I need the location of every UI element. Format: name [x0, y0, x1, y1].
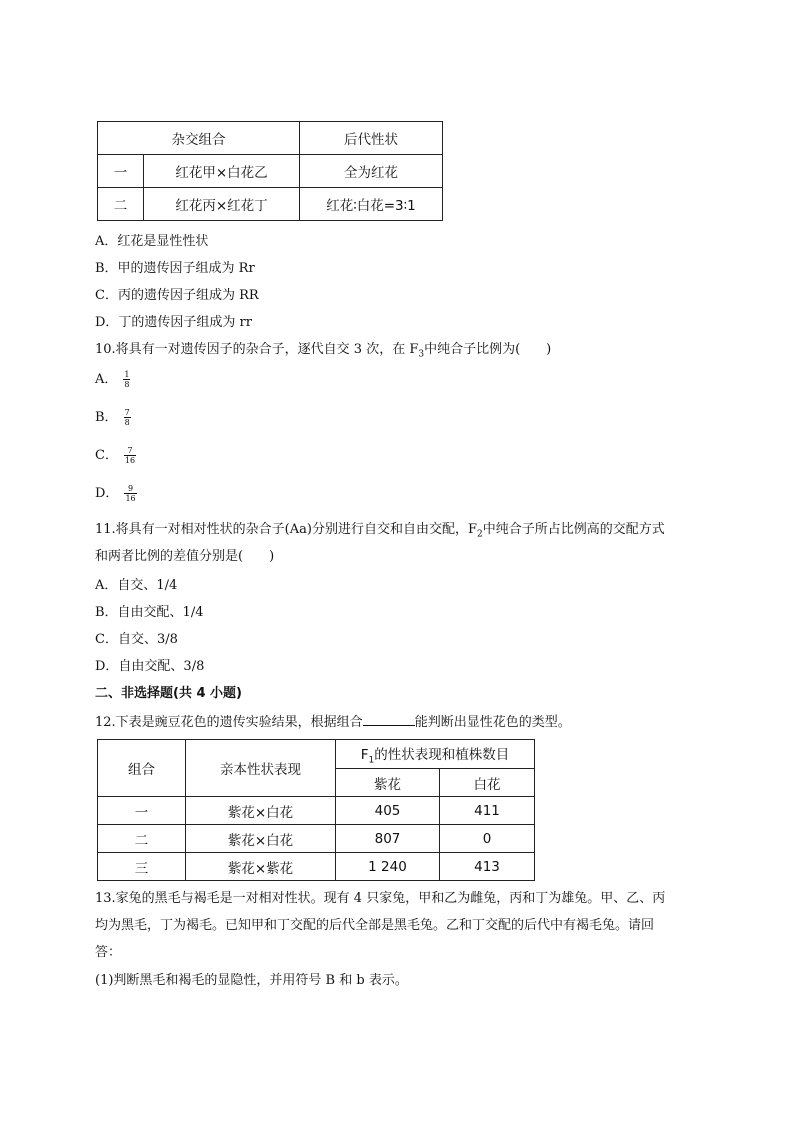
- table-header-white: 白花: [440, 769, 535, 797]
- table-cell: 807: [336, 825, 440, 853]
- table-header-f1: [336, 740, 535, 769]
- f1-text-end: 的性状表现和植株数目: [374, 746, 510, 763]
- table-row: [98, 797, 535, 825]
- q11-subscript: 2: [476, 529, 483, 540]
- fraction: [124, 408, 131, 427]
- table-cell: 三: [98, 853, 186, 881]
- q12-text-end: 能判断出显性花色的类型。: [414, 715, 571, 730]
- option-label: A．: [95, 372, 118, 387]
- q13-line4: (1)判断黑毛和褐毛的显隐性，并用符号 B 和 b 表示。: [95, 973, 408, 988]
- fraction-denominator: 16: [124, 456, 136, 465]
- q10-option-d: [95, 484, 137, 503]
- q9-option-c: C．丙的遗传因子组成为 RR: [95, 288, 259, 303]
- table-row: [98, 188, 443, 221]
- table-cell: 一: [98, 155, 144, 188]
- table-row: [98, 853, 535, 881]
- q11-stem-line2: 和两者比例的差值分别是( ): [95, 549, 275, 564]
- q11-option-d: D．自由交配、3/8: [95, 659, 205, 674]
- f1-subscript: 1: [368, 755, 375, 766]
- table-cell: 1 240: [336, 853, 440, 881]
- q13-line3: 答：: [95, 945, 122, 960]
- table-cell: 0: [440, 825, 535, 853]
- table-cell: 405: [336, 797, 440, 825]
- table-header-purple: 紫花: [336, 769, 440, 797]
- fraction-denominator: 16: [125, 494, 136, 503]
- q10-stem-text-end: 中纯合子比例为( ): [424, 342, 552, 357]
- table-row: [98, 155, 443, 188]
- table-cell: 411: [440, 797, 535, 825]
- f1-text: F: [360, 746, 369, 763]
- q9-option-a: A．红花是显性性状: [95, 234, 209, 249]
- table-header-parents: 亲本性状表现: [186, 740, 336, 797]
- q11-text-end: 中纯合子所占比例高的交配方式: [482, 522, 665, 537]
- q10-stem-text: 10.将具有一对遗传因子的杂合子，逐代自交 3 次，在 F: [95, 342, 419, 357]
- q11-option-c: C．自交、3/8: [95, 632, 178, 647]
- q10-option-a: [95, 370, 130, 389]
- table-row: [98, 825, 535, 853]
- table-cell: 红花甲×白花乙: [144, 155, 300, 188]
- q10-option-b: [95, 408, 131, 427]
- q12-stem: [95, 711, 571, 733]
- fraction-denominator: 8: [124, 418, 130, 427]
- fraction-numerator: 9: [124, 484, 136, 494]
- fraction-numerator: 1: [124, 370, 130, 379]
- q9-option-b: B．甲的遗传因子组成为 Rr: [95, 261, 255, 276]
- table-cell: 二: [98, 188, 144, 221]
- answer-blank[interactable]: [363, 711, 415, 726]
- fraction: [124, 446, 136, 465]
- option-label: C．: [95, 448, 118, 463]
- fraction-numerator: 7: [124, 446, 136, 456]
- fraction-numerator: 7: [124, 408, 130, 417]
- table-cell: 二: [98, 825, 186, 853]
- table-cell: 紫花×白花: [186, 825, 336, 853]
- pea-flower-table: [97, 739, 535, 881]
- table-cell: 全为红花: [300, 155, 443, 188]
- fraction-denominator: 8: [124, 380, 130, 389]
- section-title: 二、非选择题(共 4 小题): [95, 686, 242, 701]
- table-cell: 一: [98, 797, 186, 825]
- q10-option-c: [95, 446, 136, 465]
- q12-text: 12.下表是豌豆花色的遗传实验结果，根据组合: [95, 715, 363, 730]
- q9-option-d: D．丁的遗传因子组成为 rr: [95, 315, 252, 330]
- table-cell: 413: [440, 853, 535, 881]
- cross-results-table: [97, 121, 443, 221]
- q10-subscript: 3: [418, 349, 425, 360]
- table-cell: 红花丙×红花丁: [144, 188, 300, 221]
- q11-stem-line1: [95, 520, 665, 545]
- table-header-group: 组合: [98, 740, 186, 797]
- table-cell: 红花∶白花=3∶1: [300, 188, 443, 221]
- option-label: D．: [95, 486, 119, 501]
- q11-option-b: B．自由交配、1/4: [95, 605, 204, 620]
- fraction: [124, 484, 136, 503]
- q10-stem: [95, 340, 551, 365]
- q11-text: 11.将具有一对相对性状的杂合子(Aa)分别进行自交和自由交配，F: [95, 522, 477, 537]
- fraction: [123, 370, 130, 389]
- table-cell: 紫花×紫花: [186, 853, 336, 881]
- table-header-offspring: 后代性状: [300, 122, 443, 155]
- option-label: B．: [95, 410, 118, 425]
- q13-line2: 均为黑毛，丁为褐毛。已知甲和丁交配的后代全部是黑毛兔。乙和丁交配的后代中有褐毛兔。请回: [95, 918, 655, 933]
- table-header-cross: 杂交组合: [98, 122, 300, 155]
- q11-option-a: A．自交、1/4: [95, 578, 178, 593]
- table-cell: 紫花×白花: [186, 797, 336, 825]
- q13-line1: 13.家兔的黑毛与褐毛是一对相对性状。现有 4 只家兔，甲和乙为雌兔，丙和丁为雄兔。甲、乙、丙: [95, 891, 666, 906]
